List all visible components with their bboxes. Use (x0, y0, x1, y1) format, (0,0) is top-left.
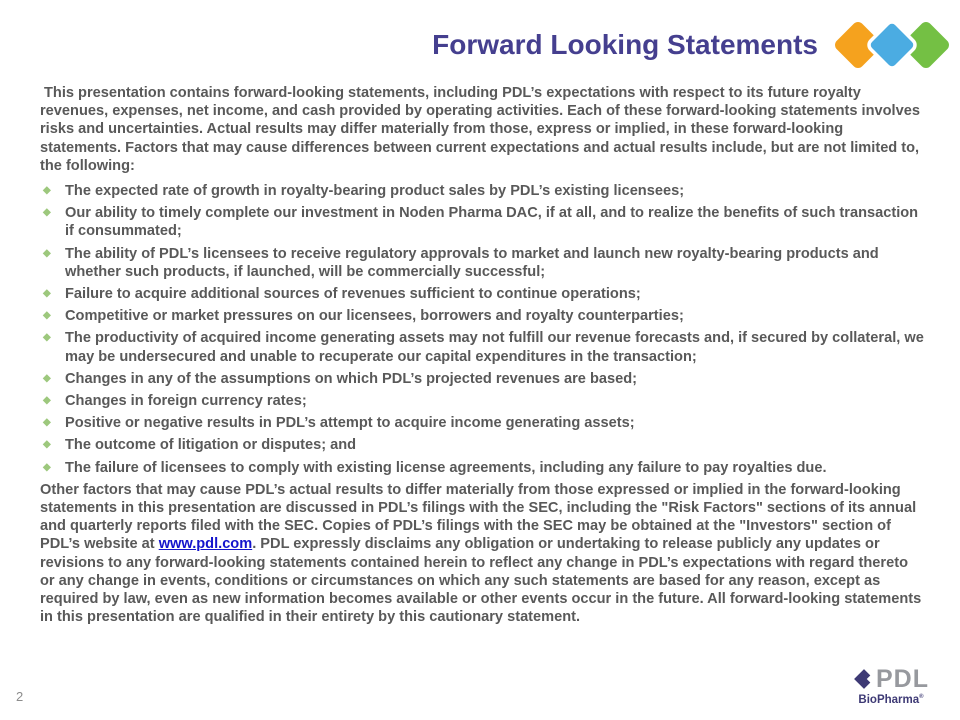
list-item (40, 392, 924, 410)
tri-diamond-logo (832, 13, 950, 77)
bullet-diamond-icon: ◆ (43, 185, 51, 197)
pdl-biopharma-logo (844, 667, 938, 706)
bullet-text: Our ability to timely complete our investment in Noden Pharma DAC, if at all, and to realize the benefits of such transaction if consummated; (65, 205, 919, 240)
bullet-diamond-icon: ◆ (43, 332, 51, 344)
bullet-list (40, 182, 924, 477)
pdl-brand-text: PDL (876, 665, 929, 694)
closing-text-pre: Other factors that may cause PDL’s actual results to differ materially from those expressed or implied in the forward-looking statements in this presentation are discussed in PDL’s filings with the SEC, including the "Risk Factors" sections of its annual and quarterly reports filed with the SEC. Copies of PDL’s filings with the SEC may be obtained at the "Investors" section of PDL’s website at (40, 481, 917, 553)
blue-diamond-icon (867, 20, 918, 71)
bullet-text: The failure of licensees to comply with existing license agreements, including any failure to pay royalties due. (65, 459, 827, 476)
intro-paragraph: This presentation contains forward-looking statements, including PDL’s expectations with respect to its future royalty revenues, expenses, net income, and cash provided by operating activities. Each of these forward-looking statements involves risks and uncertainties. Actual results may differ materially from those, express or implied, in these forward-looking statements. Factors that may cause differences between current expectations and actual results include, but are not limited to, the following: (40, 85, 920, 174)
bullet-diamond-icon: ◆ (43, 417, 51, 429)
closing-text-post: . PDL expressly disclaims any obligation or undertaking to release publicly any updates or revisions to any forward-looking statements contained herein to reflect any change in PDL’s expectations with regard thereto or any change in events, conditions or circumstances on which any such statements are based for any reason, except as required by law, even as new information becomes available or other events occur in the future. All forward-looking statements in this presentation are qualified in their entirety by this cautionary statement. (40, 536, 922, 626)
bullet-text: Changes in any of the assumptions on which PDL’s projected revenues are based; (65, 370, 637, 387)
list-item (40, 370, 924, 388)
page-number: 2 (16, 689, 24, 704)
bullet-diamond-icon: ◆ (43, 461, 51, 473)
bullet-diamond-icon: ◆ (43, 207, 51, 219)
list-item (40, 245, 924, 281)
bullet-text: The outcome of litigation or disputes; and (65, 437, 357, 454)
list-item (40, 182, 924, 200)
bullet-text: The expected rate of growth in royalty-bearing product sales by PDL’s existing licensees; (65, 183, 685, 200)
bullet-text: Positive or negative results in PDL’s attempt to acquire income generating assets; (65, 415, 635, 432)
pdl-logo-top (844, 665, 938, 694)
list-item (40, 414, 924, 432)
bullet-text: The ability of PDL’s licensees to receive regulatory approvals to market and launch new royalty-bearing products and whether such products, if launched, will be commercially successful; (65, 245, 879, 280)
bullet-diamond-icon: ◆ (43, 372, 51, 384)
bullet-diamond-icon: ◆ (43, 288, 51, 300)
list-item (40, 204, 924, 240)
bullet-text: Failure to acquire additional sources of revenues sufficient to continue operations; (65, 286, 641, 303)
bullet-diamond-icon: ◆ (43, 310, 51, 322)
bullet-text: The productivity of acquired income generating assets may not fulfill our revenue forecasts and, if secured by collateral, we may be undersecured and unable to recuperate our capital expenditures in the transaction; (65, 330, 924, 365)
pdl-subbrand (844, 691, 938, 706)
slide-header (0, 0, 960, 72)
pdl-notched-diamond-icon (853, 668, 875, 690)
list-item (40, 436, 924, 454)
closing-paragraph (40, 481, 924, 627)
biopharma-text: BioPharma (858, 694, 920, 706)
bullet-text: Competitive or market pressures on our licensees, borrowers and royalty counterparties; (65, 308, 684, 325)
bullet-text: Changes in foreign currency rates; (65, 393, 307, 410)
bullet-diamond-icon: ◆ (43, 247, 51, 259)
list-item (40, 307, 924, 325)
bullet-diamond-icon: ◆ (43, 395, 51, 407)
list-item (40, 329, 924, 365)
registered-trademark-icon: ® (919, 694, 924, 701)
list-item (40, 285, 924, 303)
pdl-website-link[interactable]: www.pdl.com (158, 536, 253, 553)
bullet-diamond-icon: ◆ (43, 439, 51, 451)
slide-body (0, 72, 960, 626)
list-item (40, 459, 924, 477)
page-title: Forward Looking Statements (432, 29, 818, 60)
